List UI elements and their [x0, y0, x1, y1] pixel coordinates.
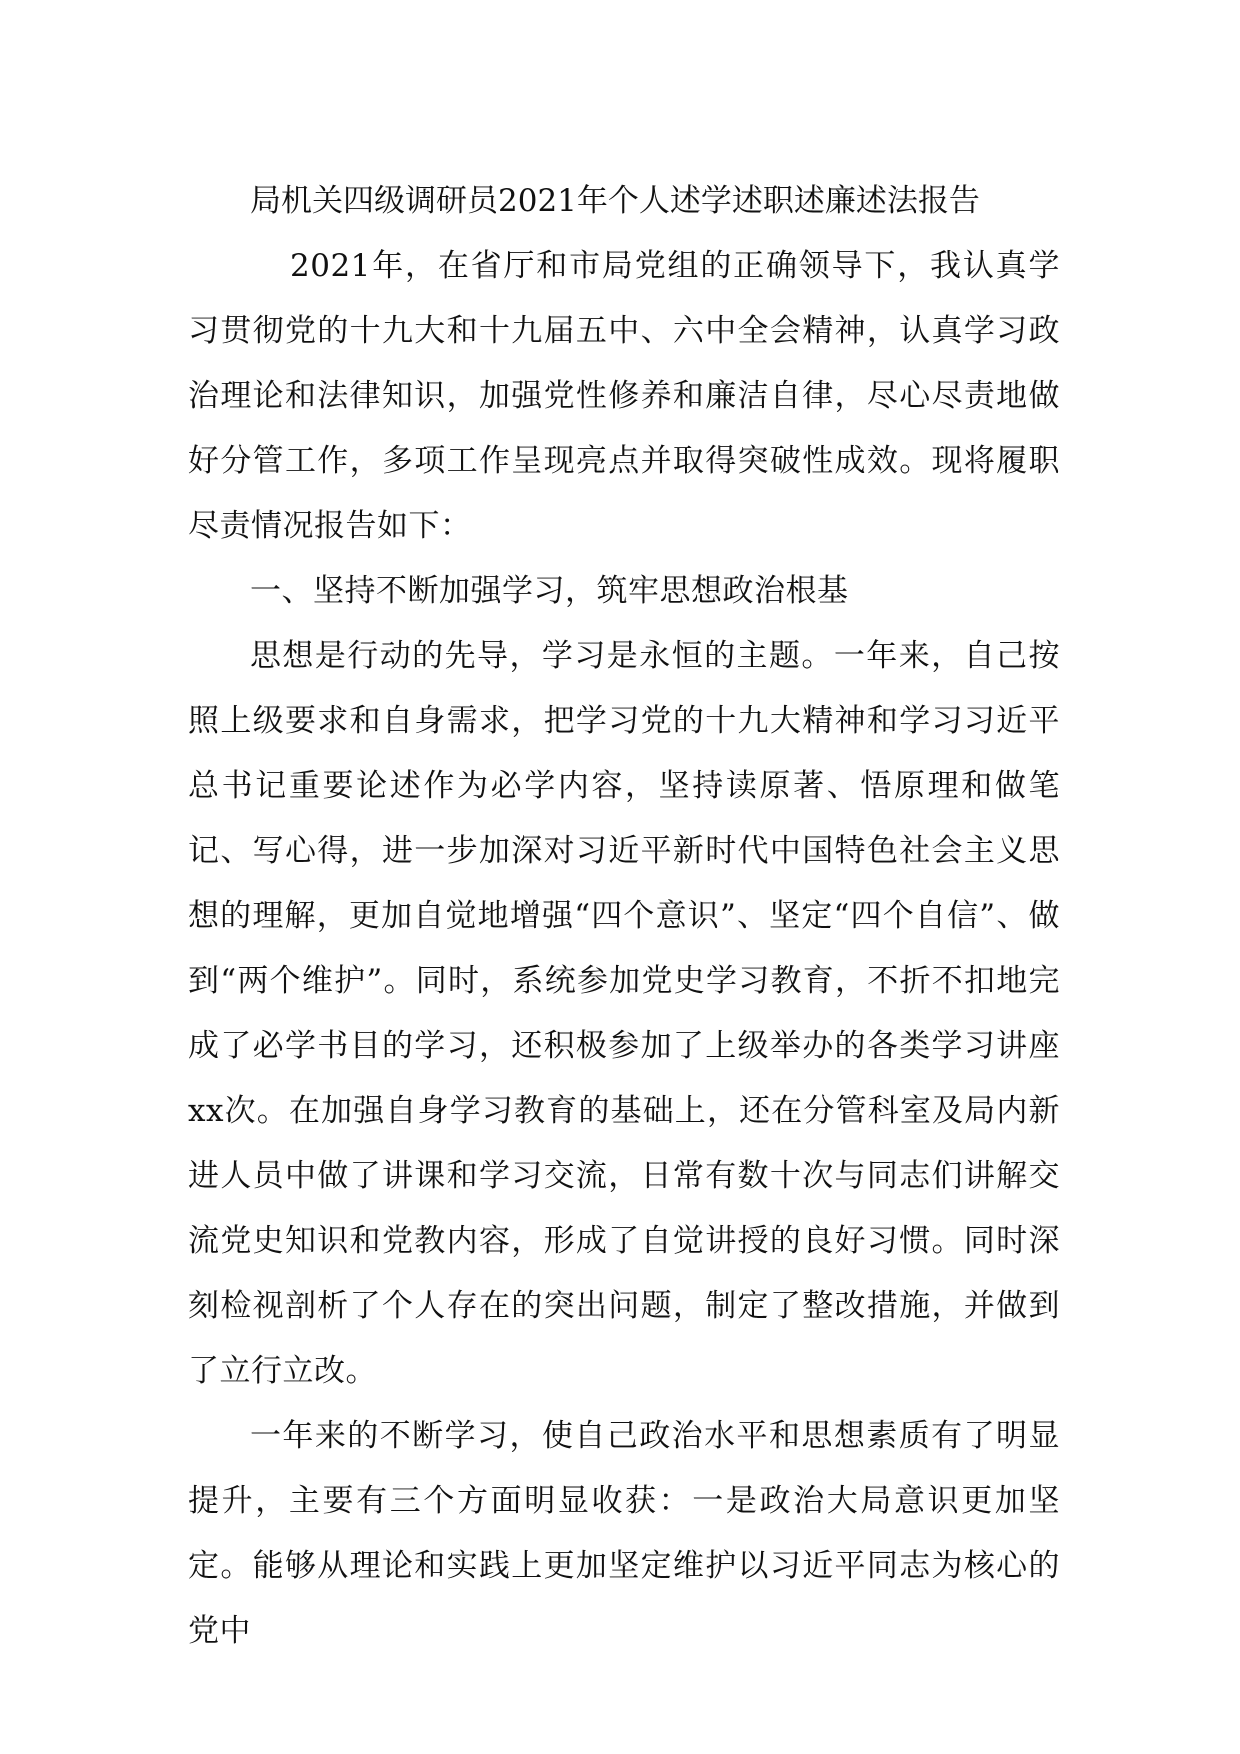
document-body — [188, 168, 1060, 1664]
body-paragraph: 思想是行动的先导，学习是永恒的主题。一年来，自己按照上级要求和自身需求，把学习党的十九大精神和学习习近平总书记重要论述作为必学内容，坚持读原著、悟原理和做笔记、写心得，进一步加深对习近平新时代中国特色社会主义思想的理解，更加自觉地增强“四个意识”、坚定“四个自信”、做到“两个维护”。同时，系统参加党史学习教育，不折不扣地完成了必学书目的学习，还积极参加了上级举办的各类学习讲座xx次。在加强自身学习教育的基础上，还在分管科室及局内新进人员中做了讲课和学习交流，日常有数十次与同志们讲解交流党史知识和党教内容，形成了自觉讲授的良好习惯。同时深刻检视剖析了个人存在的突出问题，制定了整改措施，并做到了立行立改。 — [188, 638, 1060, 1389]
section-heading: 一、坚持不断加强学习，筑牢思想政治根基 — [250, 573, 849, 609]
document-title: 局机关四级调研员2021年个人述学述职述廉述法报告 — [250, 183, 980, 219]
body-paragraph: 一年来的不断学习，使自己政治水平和思想素质有了明显提升，主要有三个方面明显收获：一是政治大局意识更加坚定。能够从理论和实践上更加坚定维护以习近平同志为核心的党中 — [188, 1418, 1060, 1649]
intro-paragraph: 2021年，在省厅和市局党组的正确领导下，我认真学习贯彻党的十九大和十九届五中、六中全会精神，认真学习政治理论和法律知识，加强党性修养和廉洁自律，尽心尽责地做好分管工作，多项工作呈现亮点并取得突破性成效。现将履职尽责情况报告如下： — [188, 248, 1060, 544]
